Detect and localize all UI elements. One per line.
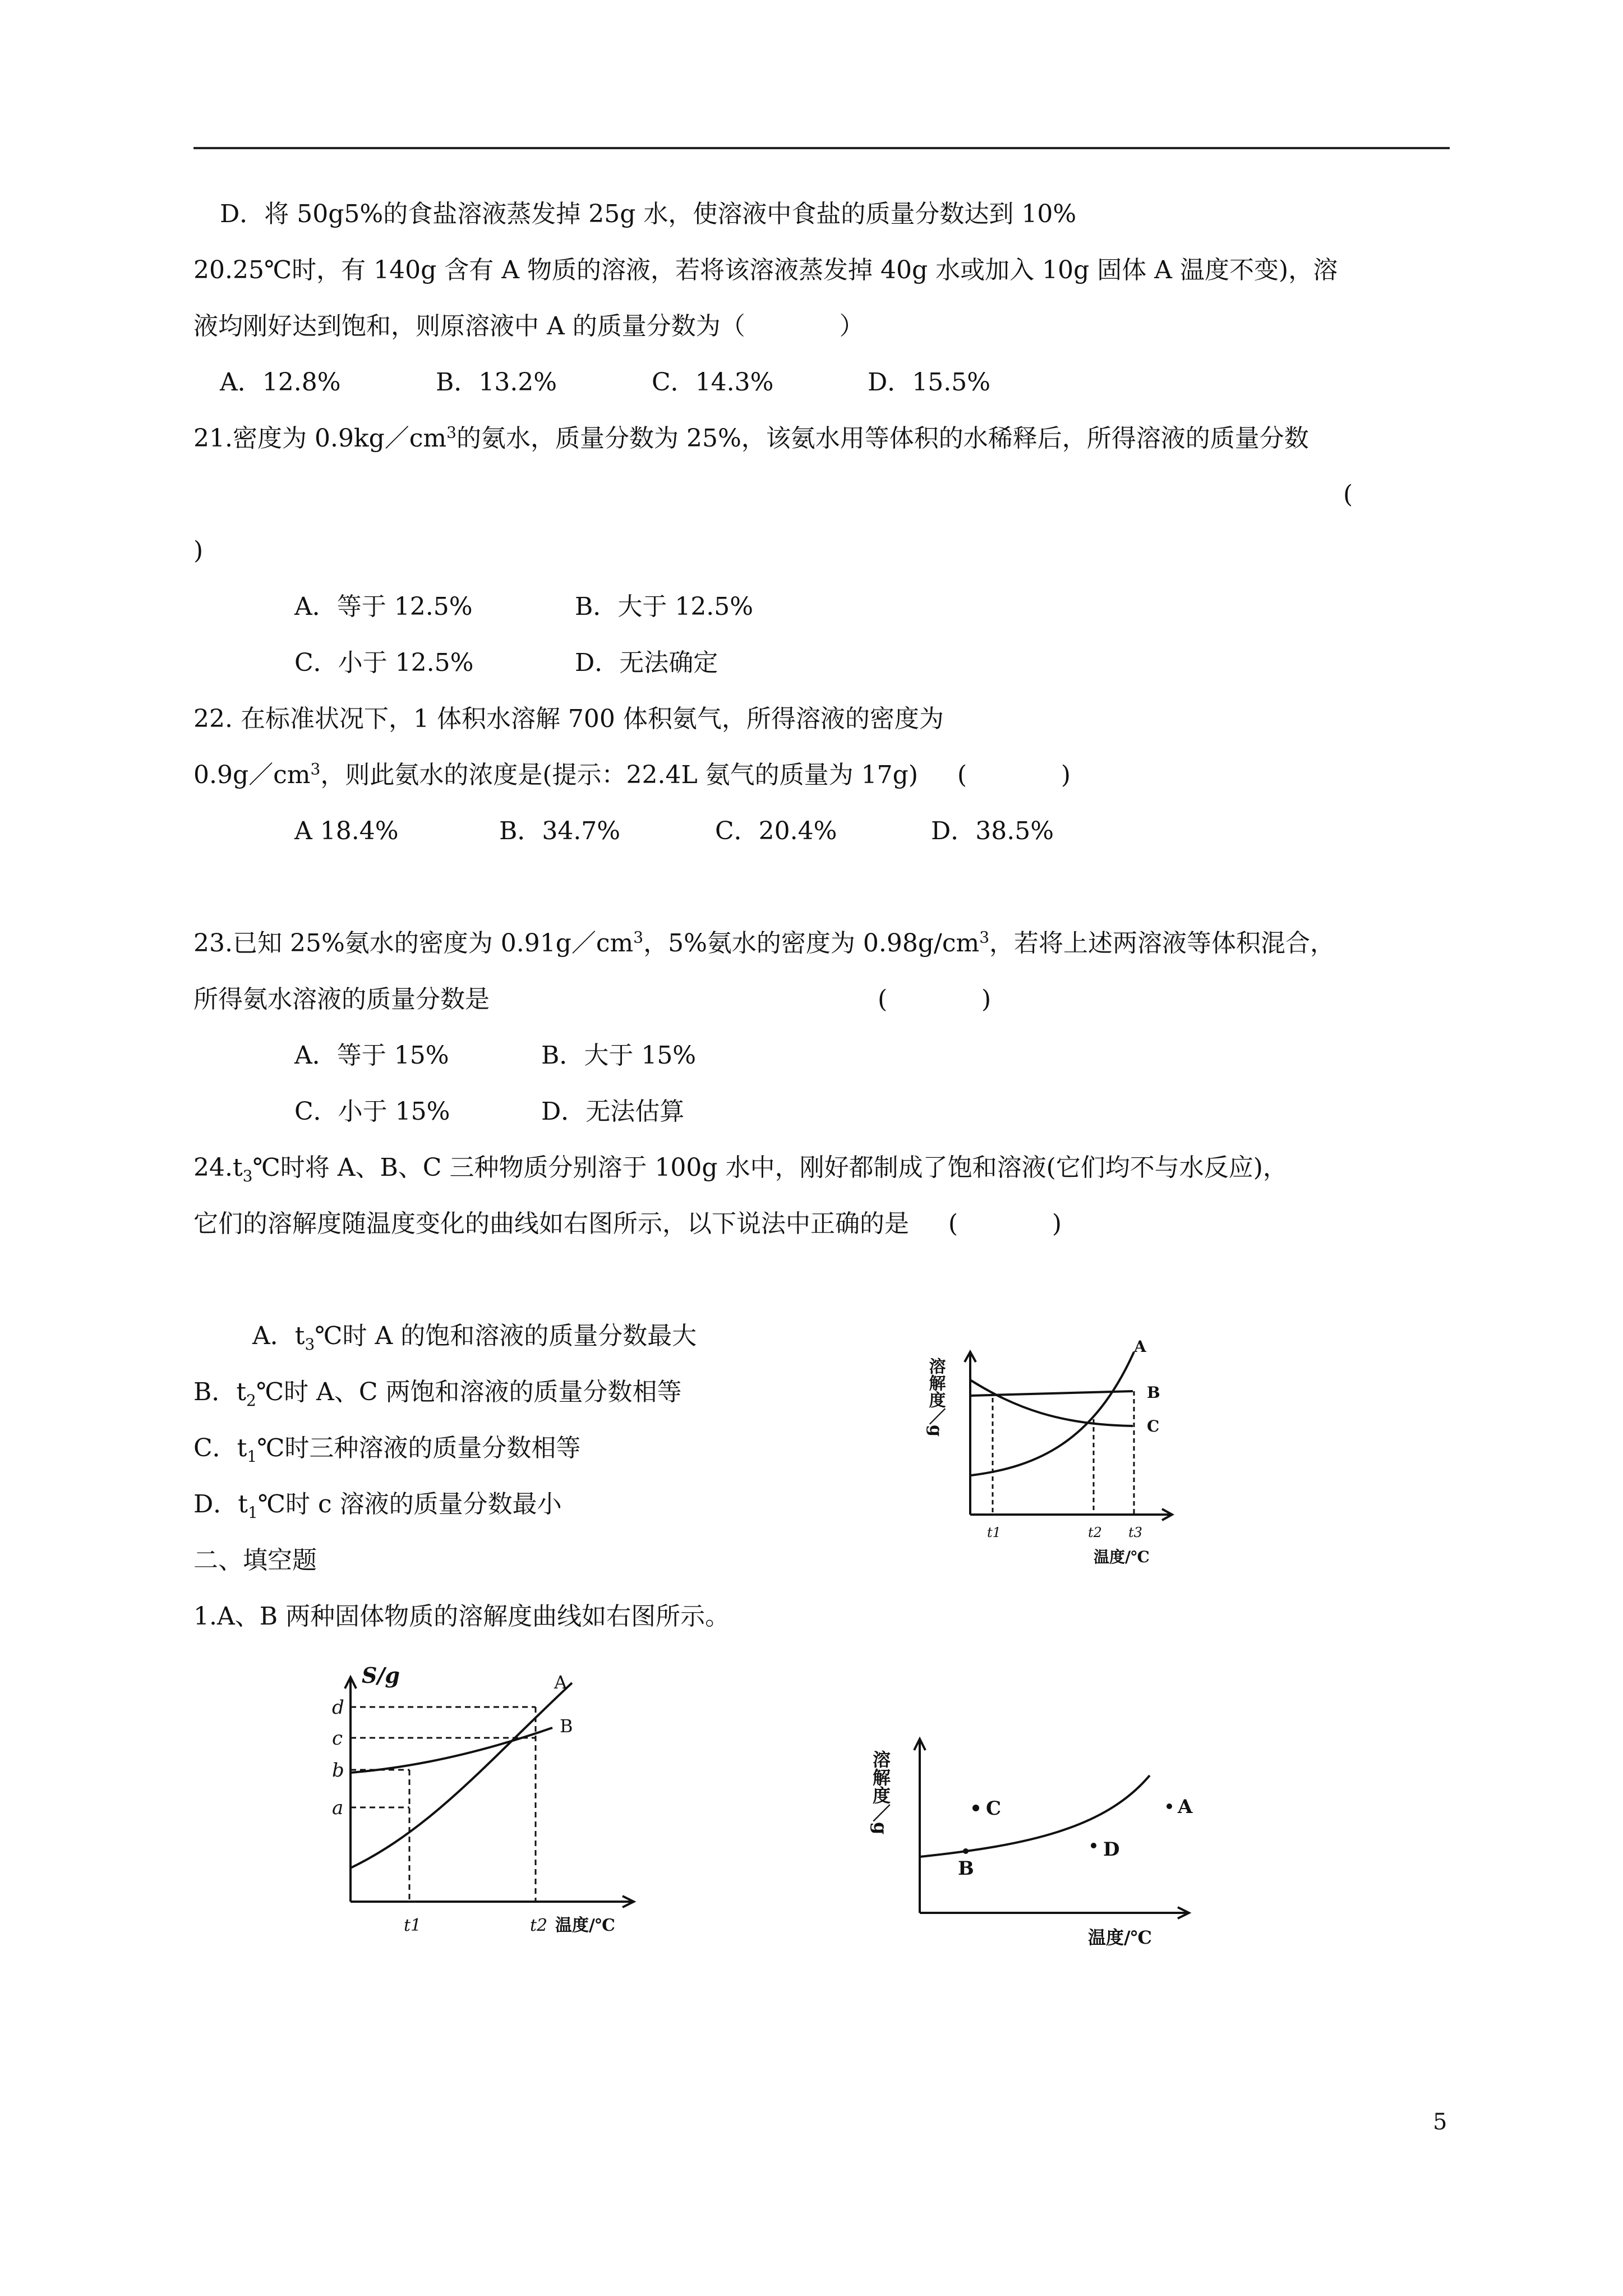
q23-option-d: D．无法估算 (541, 1097, 685, 1126)
figure2-label-d: D (1103, 1838, 1120, 1861)
figure2-label-c: C (986, 1797, 1002, 1820)
q22-text-line1: 22. 在标准状况下，1 体积水溶解 700 体积氨气，所得溶液的密度为 (193, 705, 944, 733)
figure1-xtick-t2: t2 (530, 1916, 548, 1935)
point-c (972, 1805, 979, 1811)
q22-text-line2: $0.9g/cm^3$，则此氨水的浓度是(提示：22.4L 氨气的质量为 17g) ( ) (193, 760, 1071, 789)
q24-text-line2: 它们的溶解度随温度变化的曲线如右图所示，以下说法中正确的是 ( ) (193, 1209, 1062, 1238)
q21-option-c: C．小于 12.5% (294, 648, 474, 677)
q20-option-b: B．13.2% (436, 368, 557, 397)
q23-text-line1: 23.已知 25%氨水的密度为 $0.91g/cm^3$，5%氨水的密度为 $0.98g/cm^3$，若将上述两溶液等体积混合， (193, 928, 1335, 958)
figure2-xlabel: 温度/℃ (1088, 1927, 1152, 1948)
section2-solubility-figure-ab (320, 1660, 667, 1952)
q22-option-d: D．38.5% (931, 817, 1054, 845)
figure1-ytick-d: d (332, 1696, 344, 1719)
q23-option-b: B．大于 15% (541, 1041, 697, 1070)
q22-option-b: B．34.7% (499, 817, 621, 845)
q21-text-line1: 21.密度为 $0.9kg/cm^3$的氨水，质量分数为 25%，该氨水用等体积的水稀释后，所得溶液的质量分数 (193, 423, 1309, 453)
figure1-ylabel: S/g (362, 1663, 400, 1688)
q24-figure-ylabel: 溶解度／g (925, 1358, 946, 1437)
q24-tick-t2: t2 (1088, 1525, 1102, 1540)
q21-option-b: B．大于 12.5% (575, 592, 754, 621)
q19-option-d: D．将 50g5%的食盐溶液蒸发掉 25g 水，使溶液中食盐的质量分数达到 10% (220, 200, 1077, 228)
q23-text-line2: 所得氨水溶液的质量分数是 (193, 985, 490, 1014)
q20-option-d: D．15.5% (868, 368, 991, 397)
figure2-label-a: A (1178, 1796, 1193, 1818)
q20-option-c: C．14.3% (652, 368, 774, 397)
q23-option-c: C．小于 15% (294, 1097, 450, 1126)
figure1-xlabel: 温度/℃ (555, 1916, 615, 1935)
point-d (1091, 1843, 1096, 1848)
q24-curve-c-label: C (1147, 1417, 1160, 1435)
point-a (1166, 1803, 1172, 1809)
q21-option-d: D．无法确定 (575, 648, 718, 677)
q24-option-a: A．$t_3℃$时 A 的饱和溶液的质量分数最大 (252, 1322, 697, 1354)
q21-open-paren: ( (1343, 480, 1353, 509)
figure2-ylabel: 溶解度／g (870, 1750, 891, 1835)
figure2-label-b: B (958, 1857, 974, 1880)
figure1-curve-b-label: B (560, 1715, 573, 1737)
q20-option-a: A．12.8% (220, 368, 341, 397)
q24-option-b: B．$t_2℃$时 A、C 两饱和溶液的质量分数相等 (193, 1378, 682, 1410)
q20-text-line1: 20.25℃时，有 140g 含有 A 物质的溶液，若将该溶液蒸发掉 40g 水或加入 10g 固体 A 温度不变)，溶 (193, 256, 1338, 284)
q24-solubility-figure (925, 1335, 1195, 1576)
q20-text-line2: 液均刚好达到饱和，则原溶液中 A 的质量分数为（ ） (193, 312, 864, 341)
figure1-ytick-b: b (332, 1759, 344, 1782)
q24-tick-t3: t3 (1128, 1525, 1142, 1540)
q22-option-a: A 18.4% (294, 817, 399, 845)
q22-option-c: C．20.4% (715, 817, 837, 845)
q24-figure-xlabel: 温度/℃ (1094, 1548, 1150, 1566)
section2-solubility-figure-points (858, 1728, 1206, 1952)
q24-option-c: C．$t_1℃$时三种溶液的质量分数相等 (193, 1434, 581, 1466)
point-b (963, 1848, 969, 1854)
figure1-ytick-c: c (332, 1727, 343, 1750)
q24-tick-t1: t1 (987, 1525, 1001, 1540)
section-title: 二、填空题 (193, 1546, 317, 1575)
q24-option-d: D．$t_1℃$时 c 溶液的质量分数最小 (193, 1490, 562, 1522)
header-rule (193, 147, 1450, 149)
q23-option-a: A．等于 15% (294, 1041, 449, 1070)
q23-answer-paren: ( ) (878, 985, 992, 1014)
q21-close-paren: ) (193, 536, 204, 565)
figure1-xtick-t1: t1 (404, 1916, 422, 1935)
figure1-ytick-a: a (332, 1797, 344, 1819)
page-number: 5 (1433, 2109, 1447, 2135)
q24-curve-b-label: B (1147, 1383, 1160, 1402)
figure1-curve-a-label: A (554, 1672, 568, 1693)
q21-option-a: A．等于 12.5% (294, 592, 473, 621)
section2-q1-text: 1.A、B 两种固体物质的溶解度曲线如右图所示。 (193, 1602, 730, 1631)
q24-text-line1: $24.t_3℃$时将 A、B、C 三种物质分别溶于 100g 水中，刚好都制成了饱和溶液(它们均不与水反应)， (193, 1153, 1288, 1185)
q24-curve-a-label: A (1134, 1337, 1146, 1356)
